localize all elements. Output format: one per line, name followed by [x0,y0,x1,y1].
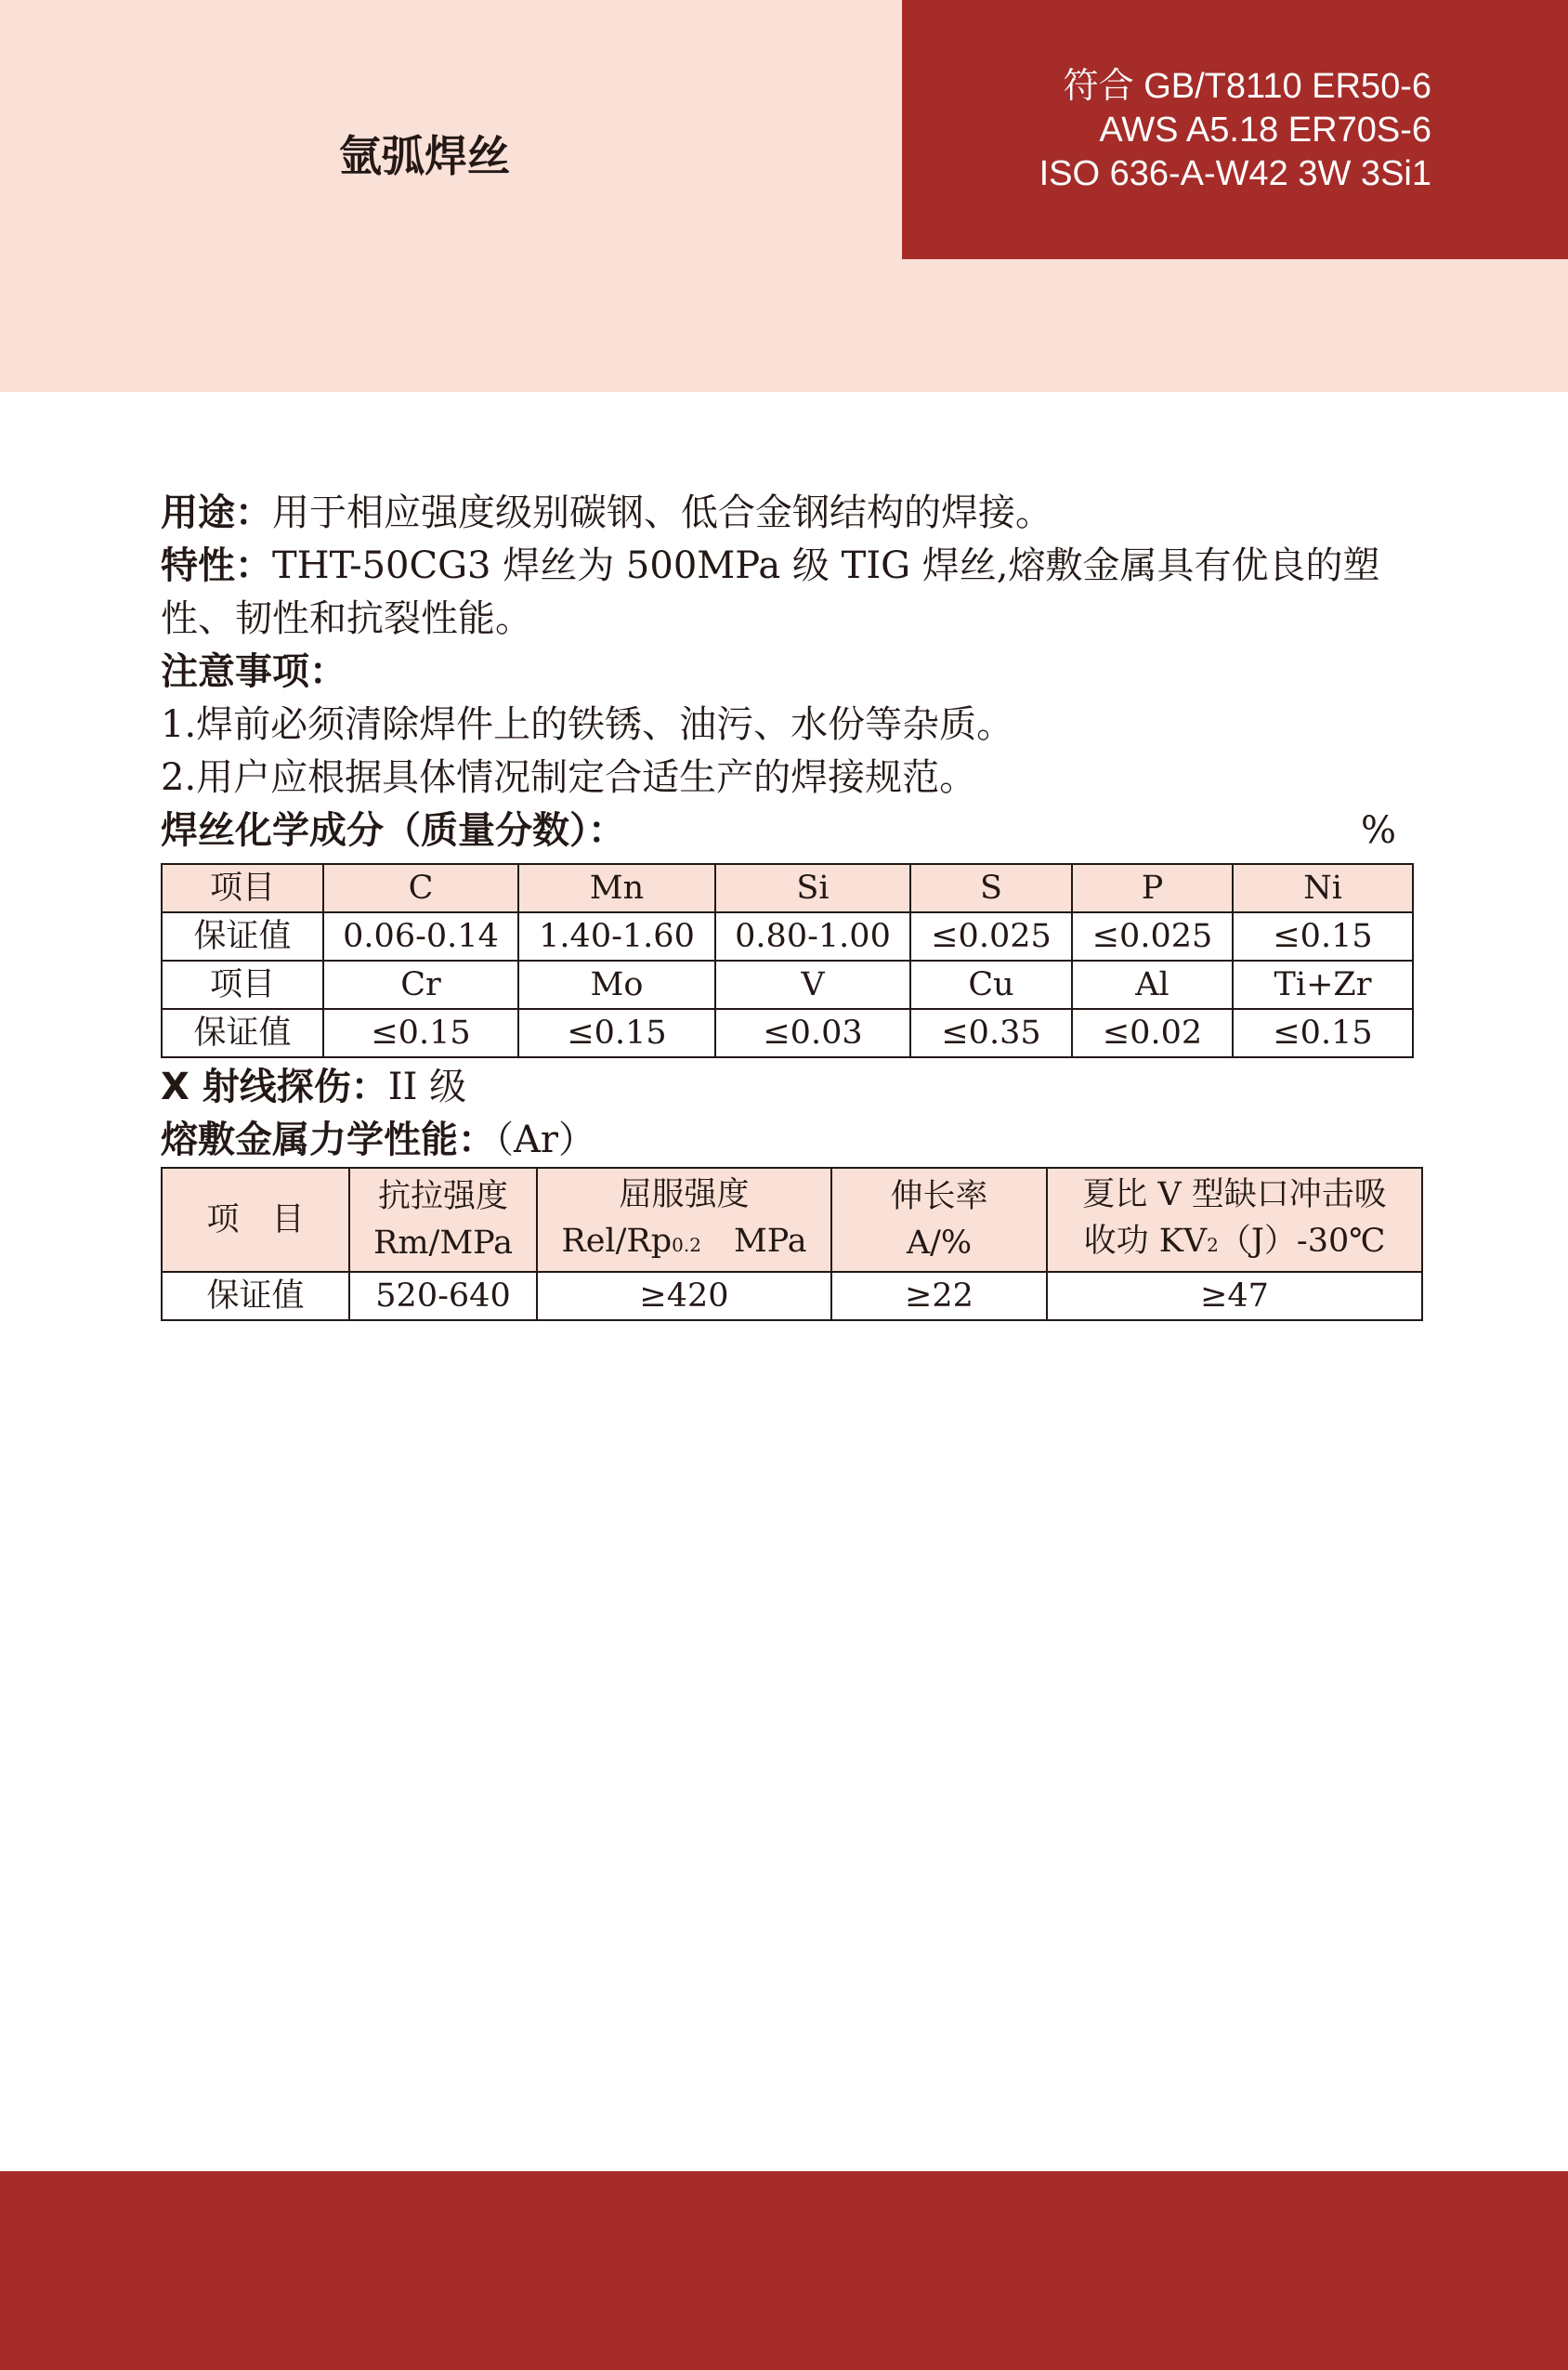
chemistry-title-line [161,805,1396,857]
header-yield-subscript: 0.2 [672,1234,701,1256]
usage-text: 用于相应强度级别碳钢、低合金钢结构的焊接。 [272,491,1052,534]
mechanical-title-line [161,1114,595,1166]
table-cell: Ni [1233,864,1413,912]
table-cell: ≤0.025 [1072,912,1233,961]
mechanical-table [161,1167,1423,1321]
table-cell: Cu [910,961,1072,1009]
header-impact-subscript: 2 [1207,1234,1219,1256]
header-impact-condition: （J）-30℃ [1218,1223,1386,1260]
table-cell: Si [715,864,910,912]
table-cell: ≤0.02 [1072,1009,1233,1057]
table-cell: 保证值 [162,912,323,961]
standard-aws: AWS A5.18 ER70S-6 [1099,111,1431,150]
table-cell: ≤0.03 [715,1009,910,1057]
features-text-2: 性、韧性和抗裂性能。 [161,597,532,640]
header-elongation-unit: A/% [906,1224,973,1262]
table-row [162,864,1413,912]
header-elongation-name: 伸长率 [890,1178,988,1215]
standard-iso: ISO 636-A-W42 3W 3Si1 [1039,154,1431,193]
chemistry-unit: % [1360,809,1396,852]
chemistry-table [161,863,1414,1058]
table-cell: Al [1072,961,1233,1009]
header-tensile-name: 抗拉强度 [377,1178,508,1215]
header-yield-name: 屈服强度 [619,1176,750,1213]
table-cell: P [1072,864,1233,912]
table-cell: Cr [323,961,518,1009]
note-item-1: 1.焊前必须清除焊件上的铁锈、油污、水份等杂质。 [161,703,1014,746]
standard-gb: 符合 GB/T8110 ER50-6 [1063,67,1431,106]
table-cell: 520-640 [349,1272,537,1320]
mechanical-title: 熔敷金属力学性能： [161,1119,495,1161]
table-cell: ≤0.15 [518,1009,715,1057]
note-item-2: 2.用户应根据具体情况制定合适生产的焊接规范。 [161,756,977,799]
header-yield-unit [538,1218,830,1268]
table-cell: ≤0.025 [910,912,1072,961]
table-cell: Mn [518,864,715,912]
table-row [162,912,1413,961]
table-cell: ≥22 [831,1272,1047,1320]
table-cell: 项目 [162,864,323,912]
product-title: 氩弧焊丝 [339,131,510,181]
footer-band [0,2171,1568,2370]
table-cell: 项目 [162,961,323,1009]
standards-box [902,0,1568,259]
table-cell: ≤0.35 [910,1009,1072,1057]
xray-value: II 级 [387,1066,467,1108]
table-cell: ≥420 [537,1272,831,1320]
table-cell: 0.80-1.00 [715,912,910,961]
header-impact-symbol: 收功 KV [1083,1223,1208,1260]
header-elongation [831,1168,1047,1272]
table-cell: ≤0.15 [1233,1009,1413,1057]
table-row [162,1272,1422,1320]
table-cell: ≤0.15 [323,1009,518,1057]
features-line [161,540,1380,592]
header-impact [1047,1168,1422,1272]
table-cell: C [323,864,518,912]
header-yield-mpa: MPa [700,1223,807,1260]
header-yield-symbol: Rel/Rp [561,1223,673,1260]
table-cell: ≤0.15 [1233,912,1413,961]
header-impact-unit [1048,1218,1421,1268]
table-cell: 保证值 [162,1272,349,1320]
header-yield [537,1168,831,1272]
table-cell: 1.40-1.60 [518,912,715,961]
header-item: 项 目 [162,1168,349,1272]
table-cell: 0.06-0.14 [323,912,518,961]
features-label: 特性： [161,544,272,587]
table-cell: 保证值 [162,1009,323,1057]
table-cell: V [715,961,910,1009]
chemistry-title: 焊丝化学成分（质量分数）： [161,809,625,852]
notes-label: 注意事项： [161,650,346,693]
xray-label: X 射线探伤： [161,1066,388,1108]
table-row [162,1168,1422,1272]
header-tensile [349,1168,537,1272]
header-tensile-unit: Rm/MPa [372,1224,513,1262]
table-row [162,1009,1413,1057]
table-cell: Ti+Zr [1233,961,1413,1009]
features-text: THT-50CG3 焊丝为 500MPa 级 TIG 焊丝,熔敷金属具有优良的塑 [272,544,1380,587]
usage-line [161,487,1052,539]
table-row [162,961,1413,1009]
mechanical-title-suffix: （Ar） [495,1119,596,1161]
table-cell: S [910,864,1072,912]
xray-line [161,1061,466,1113]
usage-label: 用途： [161,491,272,534]
table-cell: Mo [518,961,715,1009]
header-impact-name: 夏比 V 型缺口冲击吸 [1082,1176,1387,1213]
table-cell: ≥47 [1047,1272,1422,1320]
